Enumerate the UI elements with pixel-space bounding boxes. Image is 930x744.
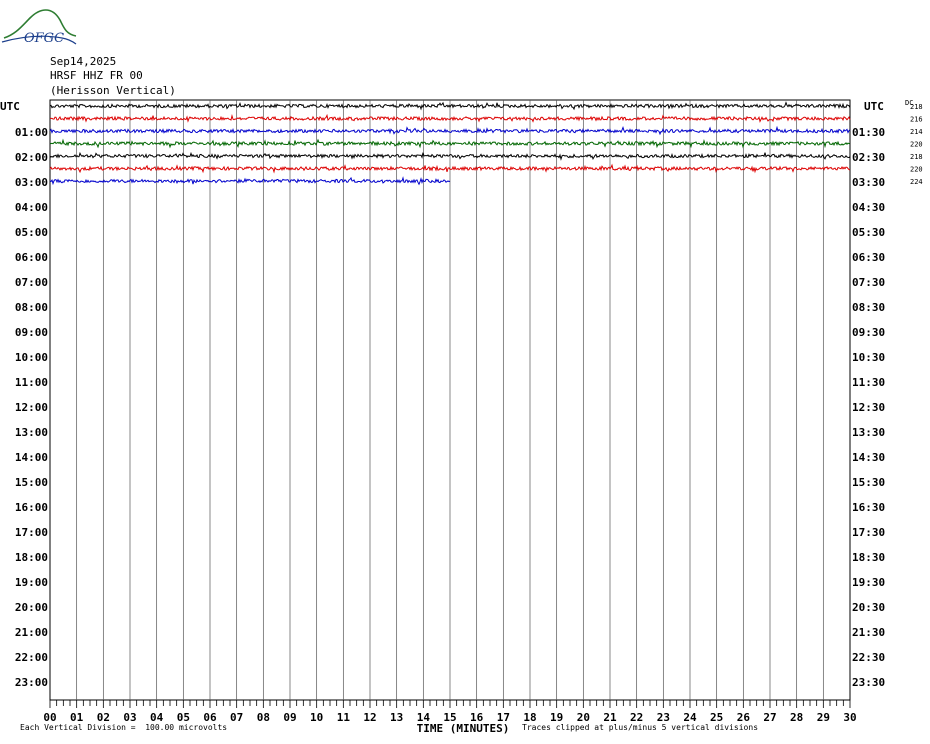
left-hour-label: 20:00: [14, 601, 48, 614]
dc-value: 214: [910, 128, 923, 136]
left-hour-label: 04:00: [14, 201, 48, 214]
x-tick-label: 20: [576, 711, 590, 724]
x-tick-label: 09: [283, 711, 297, 724]
left-hour-label: 03:00: [14, 176, 48, 189]
x-tick-label: 03: [123, 711, 137, 724]
plot-grid: [50, 100, 850, 708]
x-tick-label: 00: [43, 711, 57, 724]
x-tick-label: 19: [550, 711, 564, 724]
left-hour-label: 16:00: [14, 501, 48, 514]
right-hour-label: 07:30: [852, 276, 886, 289]
right-hour-label: 01:30: [852, 126, 886, 139]
x-tick-label: 14: [416, 711, 430, 724]
x-tick-label: 06: [203, 711, 217, 724]
right-hour-label: 10:30: [852, 351, 886, 364]
right-hour-label: 15:30: [852, 476, 886, 489]
left-hour-label: 02:00: [14, 151, 48, 164]
left-hour-label: 11:00: [14, 376, 48, 389]
x-tick-label: 12: [363, 711, 377, 724]
left-hour-label: 10:00: [14, 351, 48, 364]
x-axis-title: TIME (MINUTES): [416, 722, 510, 735]
left-utc-label: UTC: [0, 100, 20, 113]
right-hour-label: 09:30: [852, 326, 886, 339]
x-tick-label: 21: [603, 711, 617, 724]
x-tick-label: 29: [816, 711, 830, 724]
dc-value: 216: [910, 115, 923, 124]
right-hour-label: 02:30: [852, 151, 886, 164]
left-hour-label: 07:00: [14, 276, 48, 289]
right-hour-label: 18:30: [852, 551, 886, 564]
x-tick-label: 10: [310, 711, 324, 724]
dc-value: 224: [910, 178, 923, 186]
station-site: (Herisson Vertical): [50, 84, 176, 97]
left-hour-label: 08:00: [14, 301, 48, 314]
x-tick-label: 04: [150, 711, 164, 724]
right-hour-label: 13:30: [852, 426, 886, 439]
clip-note: Traces clipped at plus/minus 5 vertical divisions: [522, 723, 759, 732]
left-hour-label: 18:00: [14, 551, 48, 564]
right-hour-label: 17:30: [852, 526, 886, 539]
x-tick-label: 16: [470, 711, 484, 724]
x-tick-label: 26: [736, 711, 750, 724]
x-tick-label: 27: [763, 711, 777, 724]
left-hour-label: 12:00: [14, 401, 48, 414]
right-hour-label: 03:30: [852, 176, 886, 189]
left-hour-label: 06:00: [14, 251, 48, 264]
x-tick-label: 13: [390, 711, 404, 724]
right-utc-label: UTC: [864, 100, 884, 113]
left-hour-label: 13:00: [14, 426, 48, 439]
x-tick-label: 11: [336, 711, 350, 724]
x-tick-label: 02: [96, 711, 110, 724]
chart-date: Sep14,2025: [50, 55, 117, 68]
right-hour-label: 23:30: [852, 676, 886, 689]
left-hour-label: 15:00: [14, 476, 48, 489]
x-tick-label: 15: [443, 711, 457, 724]
x-tick-label: 23: [656, 711, 670, 724]
vertical-division-note: Each Vertical Division = 100.00 microvolts: [20, 723, 228, 732]
right-hour-label: 12:30: [852, 401, 886, 414]
left-hour-label: 14:00: [14, 451, 48, 464]
x-tick-label: 17: [496, 711, 510, 724]
x-tick-label: 05: [176, 711, 190, 724]
right-hour-label: 16:30: [852, 501, 886, 514]
right-hour-label: 05:30: [852, 226, 886, 239]
x-tick-label: 24: [683, 711, 697, 724]
left-hour-label: 17:00: [14, 526, 48, 539]
x-tick-label: 01: [70, 711, 84, 724]
x-tick-label: 18: [523, 711, 537, 724]
right-hour-label: 06:30: [852, 251, 886, 264]
left-hour-label: 05:00: [14, 226, 48, 239]
left-hour-label: 09:00: [14, 326, 48, 339]
right-hour-label: 21:30: [852, 626, 886, 639]
x-tick-label: 08: [256, 711, 270, 724]
x-tick-label: 25: [710, 711, 724, 724]
axis-labels: [0, 99, 923, 735]
station-code: HRSF HHZ FR 00: [50, 69, 143, 82]
right-hour-label: 11:30: [852, 376, 886, 389]
right-hour-label: 14:30: [852, 451, 886, 464]
left-hour-label: 21:00: [14, 626, 48, 639]
x-tick-label: 22: [630, 711, 644, 724]
right-hour-label: 04:30: [852, 201, 886, 214]
x-tick-label: 30: [843, 711, 857, 724]
left-hour-label: 01:00: [14, 126, 48, 139]
x-tick-label: 28: [790, 711, 804, 724]
left-hour-label: 23:00: [14, 676, 48, 689]
dc-value: 220: [910, 140, 923, 149]
trace-line: [50, 178, 450, 184]
x-tick-label: 07: [230, 711, 244, 724]
right-hour-label: 22:30: [852, 651, 886, 664]
dc-value: 218: [910, 103, 923, 111]
logo-text: OFGC: [24, 31, 65, 46]
right-hour-label: 19:30: [852, 576, 886, 589]
dc-label: DC: [905, 99, 914, 107]
dc-value: 220: [910, 165, 923, 174]
right-hour-label: 08:30: [852, 301, 886, 314]
left-hour-label: 19:00: [14, 576, 48, 589]
left-hour-label: 22:00: [14, 651, 48, 664]
right-hour-label: 20:30: [852, 601, 886, 614]
dc-value: 218: [910, 153, 923, 161]
